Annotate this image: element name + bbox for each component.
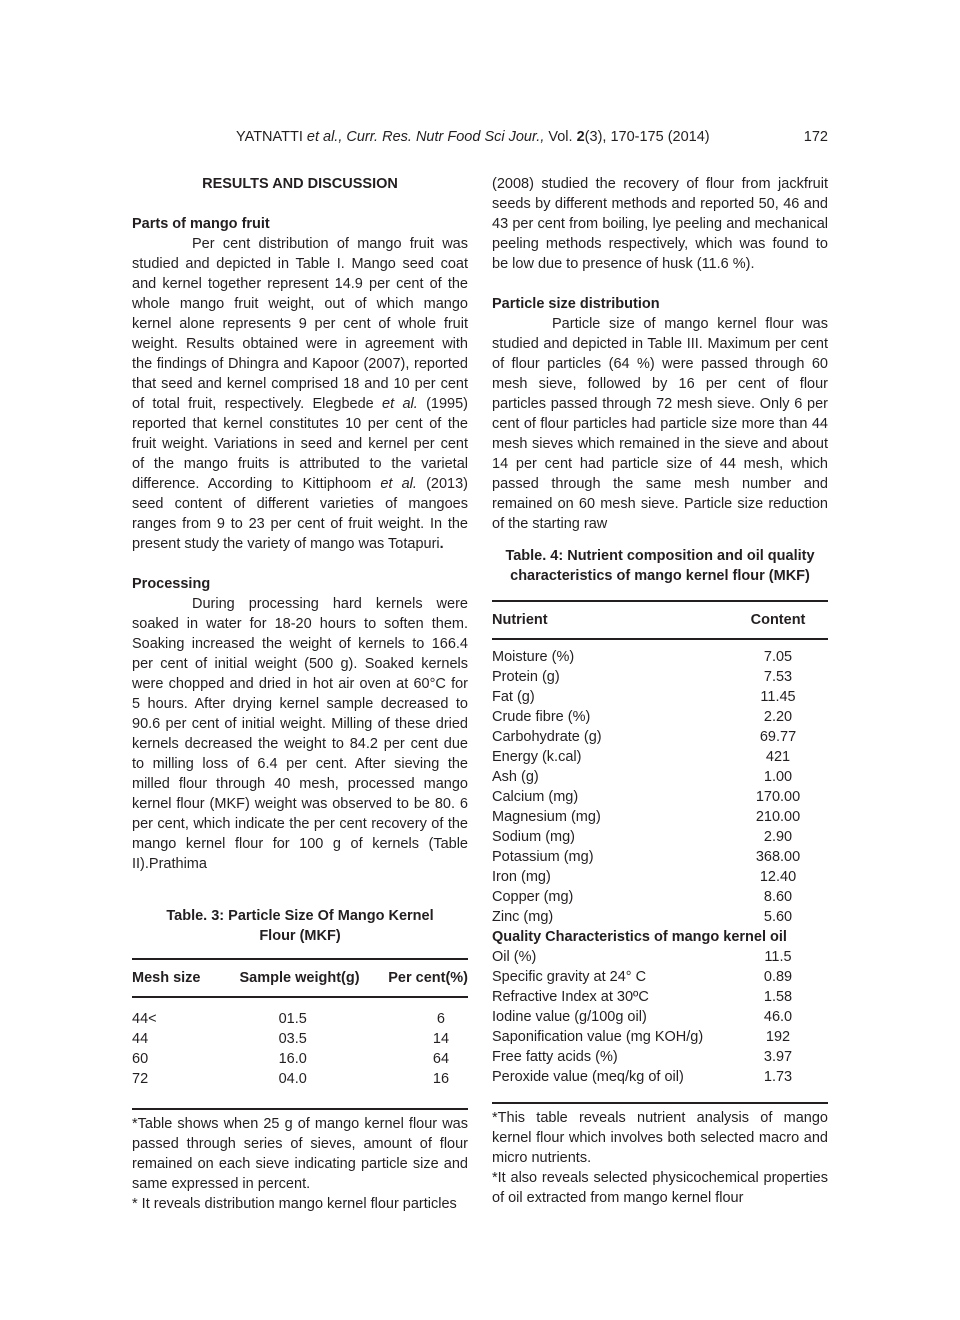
header-author: YATNATTI [236,129,303,145]
table-row [492,787,828,807]
table4-quality-heading-row [492,927,828,947]
table3-cell: 03.5 [278,1031,307,1047]
table4-value-cell: 192 [765,1029,791,1045]
table-row [492,827,828,847]
table-row [132,1069,468,1089]
table4-value-cell: 421 [765,749,791,765]
table3-cell: 72 [132,1071,149,1087]
table4-nutrient-cell: Protein (g) [492,669,560,685]
table3-cell: 04.0 [278,1071,307,1087]
table3-cell: 01.5 [278,1011,307,1027]
citation [236,129,710,145]
header-vol-num: 2 [576,129,585,145]
header-etal: et al., [306,129,343,145]
running-header [132,129,828,149]
table4 [492,600,828,1104]
table4-caption: Table. 4: Nutrient composition and oil quality characteristics of mango kernel flour (MKF) [505,548,815,584]
table-row [492,807,828,827]
table-row [492,1047,828,1067]
table-row [492,1027,828,1047]
table4-header-row [492,601,828,639]
table-row [492,1067,828,1087]
table4-quality-heading: Quality Characteristics of mango kernel oil [492,929,787,945]
table4-header: Nutrient [492,612,548,628]
particle-heading: Particle size distribution [492,296,660,312]
table4-nutrient-cell: Oil (%) [492,949,537,965]
table-row [492,727,828,747]
table-row [492,947,828,967]
table4-value-cell: 11.45 [760,689,796,705]
table-row [492,847,828,867]
table4-nutrient-cell: Moisture (%) [492,649,575,665]
table4-value-cell: 8.60 [763,889,793,905]
left-column [132,174,468,1214]
table-row [492,967,828,987]
table4-value-cell: 170.00 [755,789,801,805]
table3-cell: 64 [432,1051,450,1067]
table4-nutrient-cell: Energy (k.cal) [492,749,582,765]
table4-value-cell: 210.00 [755,809,801,825]
table4-value-cell: 2.20 [763,709,793,725]
table3-header: Mesh size [132,970,201,986]
table-row [492,867,828,887]
table4-value-cell: 3.97 [763,1049,793,1065]
table-row [132,1029,468,1049]
table3-cell: 44< [132,1011,157,1027]
table4-value-cell: 0.89 [763,969,793,985]
table-row [492,707,828,727]
table4-nutrient-cell: Saponification value (mg KOH/g) [492,1029,704,1045]
table4-nutrient-cell: Fat (g) [492,689,535,705]
table4-nutrient-cell: Potassium (mg) [492,849,594,865]
particle-paragraph: Particle size of mango kernel flour was studied and depicted in Table III. Maximum per cent of flour particles (64 %) were passed through 60 mesh sieve, followed by 16 per cent of flour particles passed through 72 mesh sieve. Only 6 per cent of flour particles had particle size more than 44 mesh sieves which remained in the sieve and about 14 per cent had particle size of 44 mesh, which passed through the same mesh number and remained on 60 mesh sieve. Particle size reduction of the starting raw [492,316,828,532]
right-column [492,174,828,1208]
processing-paragraph: During processing hard kernels were soaked in water for 18-20 hours to soften them. Soaking increased the weight of kernels to 166.4 per cent of initial weight (500 g). Soaked kernels were chopped and dried in hot air oven at 60°C for 5 hours. After drying kernel sample decreased to 90.6 per cent of initial weight. Milling of these dried kernels decreased the weight to 84.2 per cent due to milling loss of 6.4 per cent. After sieving the milled flour through 40 mesh, processed mango kernel flour (MKF) weight was observed to be 80. 6 per cent, which indicate the per cent recovery of the mango kernel flour for 100 g of kernels (Table II).Prathima [132,596,468,872]
table4-nutrient-cell: Copper (mg) [492,889,574,905]
parts-etal-2: et al. [380,476,417,492]
table-row [132,1009,468,1029]
table-row [492,667,828,687]
table4-nutrient-cell: Peroxide value (meq/kg of oil) [492,1069,684,1085]
table-row [492,687,828,707]
page-number: 172 [803,129,828,145]
table-row [132,1049,468,1069]
table3 [132,958,468,1110]
parts-text-3: (2013) seed content of different varieties of mangoes ranges from 9 to 23 per cent of fruit weight. In the present study the variety of mango was Totapuri [132,476,469,552]
table4-value-cell: 1.73 [763,1069,793,1085]
table4-note-1: *This table reveals nutrient analysis of mango kernel flour which involves both selected macro and micro nutrients. [492,1110,828,1166]
table4-nutrient-cell: Iron (mg) [492,869,551,885]
header-journal: Curr. Res. Nutr Food Sci Jour., [346,129,545,145]
table4-nutrient-cell: Magnesium (mg) [492,809,601,825]
table-row [492,907,828,927]
table4-value-cell: 5.60 [763,909,793,925]
table4-header: Content [750,612,806,628]
table4-value-cell: 7.53 [763,669,793,685]
table3-note-1: *Table shows when 25 g of mango kernel flour was passed through series of sieves, amount of flour remained on each sieve indicating particle size and same expressed in percent. [132,1116,468,1192]
parts-text-2: (1995) reported that kernel constitutes 10 per cent of the fruit weight. Variations in seed and kernel per cent of the mango fruits is attributed to the varietal difference. According to Kittiphoom [132,396,468,492]
table-row [492,887,828,907]
parts-etal-1: et al. [382,396,418,412]
table4-value-cell: 1.00 [763,769,793,785]
parts-text-1: Per cent distribution of mango fruit was studied and depicted in Table I. Mango seed coat and kernel together represent 14.9 per cent of the whole mango fruit weight, out of which mango kernel alone represents 9 per cent of whole fruit weight. Results obtained were in agreement with the findings of Dhingra and Kapoor (2007), reported that seed and kernel comprised 18 and 10 per cent of total fruit, respectively. Elegbede [132,236,468,412]
continuation-paragraph: (2008) studied the recovery of flour from jackfruit seeds by different methods and reported 50, 46 and 43 per cent from boiling, lye peeling and mechanical peeling methods respectively, which was found to be low due to presence of husk (11.6 %). [492,176,828,272]
table3-header: Per cent(%) [388,970,468,986]
table3-cell: 16 [432,1071,450,1087]
table4-nutrient-cell: Free fatty acids (%) [492,1049,618,1065]
table3-caption: Table. 3: Particle Size Of Mango Kernel Flour (MKF) [166,908,434,944]
table4-value-cell: 7.05 [763,649,793,665]
table-row [492,647,828,667]
table4-value-cell: 12.40 [759,869,797,885]
table4-nutrient-cell: Calcium (mg) [492,789,579,805]
table4-value-cell: 2.90 [763,829,793,845]
table3-header: Sample weight(g) [239,970,360,986]
section-title: RESULTS AND DISCUSSION [202,176,398,192]
parts-end: . [439,536,444,552]
table4-value-cell: 46.0 [763,1009,793,1025]
table3-note-2: * It reveals distribution mango kernel flour particles [132,1196,457,1212]
table4-nutrient-cell: Ash (g) [492,769,539,785]
table-row [492,987,828,1007]
table4-note-2: *It also reveals selected physicochemical properties of oil extracted from mango kernel flour [492,1170,828,1206]
table-row [492,767,828,787]
table4-value-cell: 69.77 [759,729,797,745]
table3-header-row [132,959,468,997]
table3-cell: 6 [436,1011,445,1027]
parts-paragraph [132,234,468,554]
table4-value-cell: 1.58 [763,989,793,1005]
header-vol-rest: (3), 170-175 (2014) [584,129,710,145]
table4-nutrient-cell: Zinc (mg) [492,909,554,925]
processing-heading: Processing [132,576,211,592]
table4-nutrient-cell: Iodine value (g/100g oil) [492,1009,647,1025]
table4-nutrient-cell: Crude fibre (%) [492,709,591,725]
table3-cell: 16.0 [278,1051,307,1067]
table4-nutrient-cell: Refractive Index at 30ºC [492,989,649,1005]
table4-nutrient-cell: Specific gravity at 24° C [492,969,647,985]
header-vol-prefix: Vol. [548,129,573,145]
table4-value-cell: 368.00 [755,849,801,865]
parts-heading: Parts of mango fruit [132,216,270,232]
table4-nutrient-cell: Sodium (mg) [492,829,575,845]
table4-value-cell: 11.5 [764,949,792,965]
table3-cell: 14 [432,1031,450,1047]
table-row [492,747,828,767]
table3-cell: 44 [132,1031,149,1047]
table3-cell: 60 [132,1051,149,1067]
table4-nutrient-cell: Carbohydrate (g) [492,729,602,745]
table-row [492,1007,828,1027]
